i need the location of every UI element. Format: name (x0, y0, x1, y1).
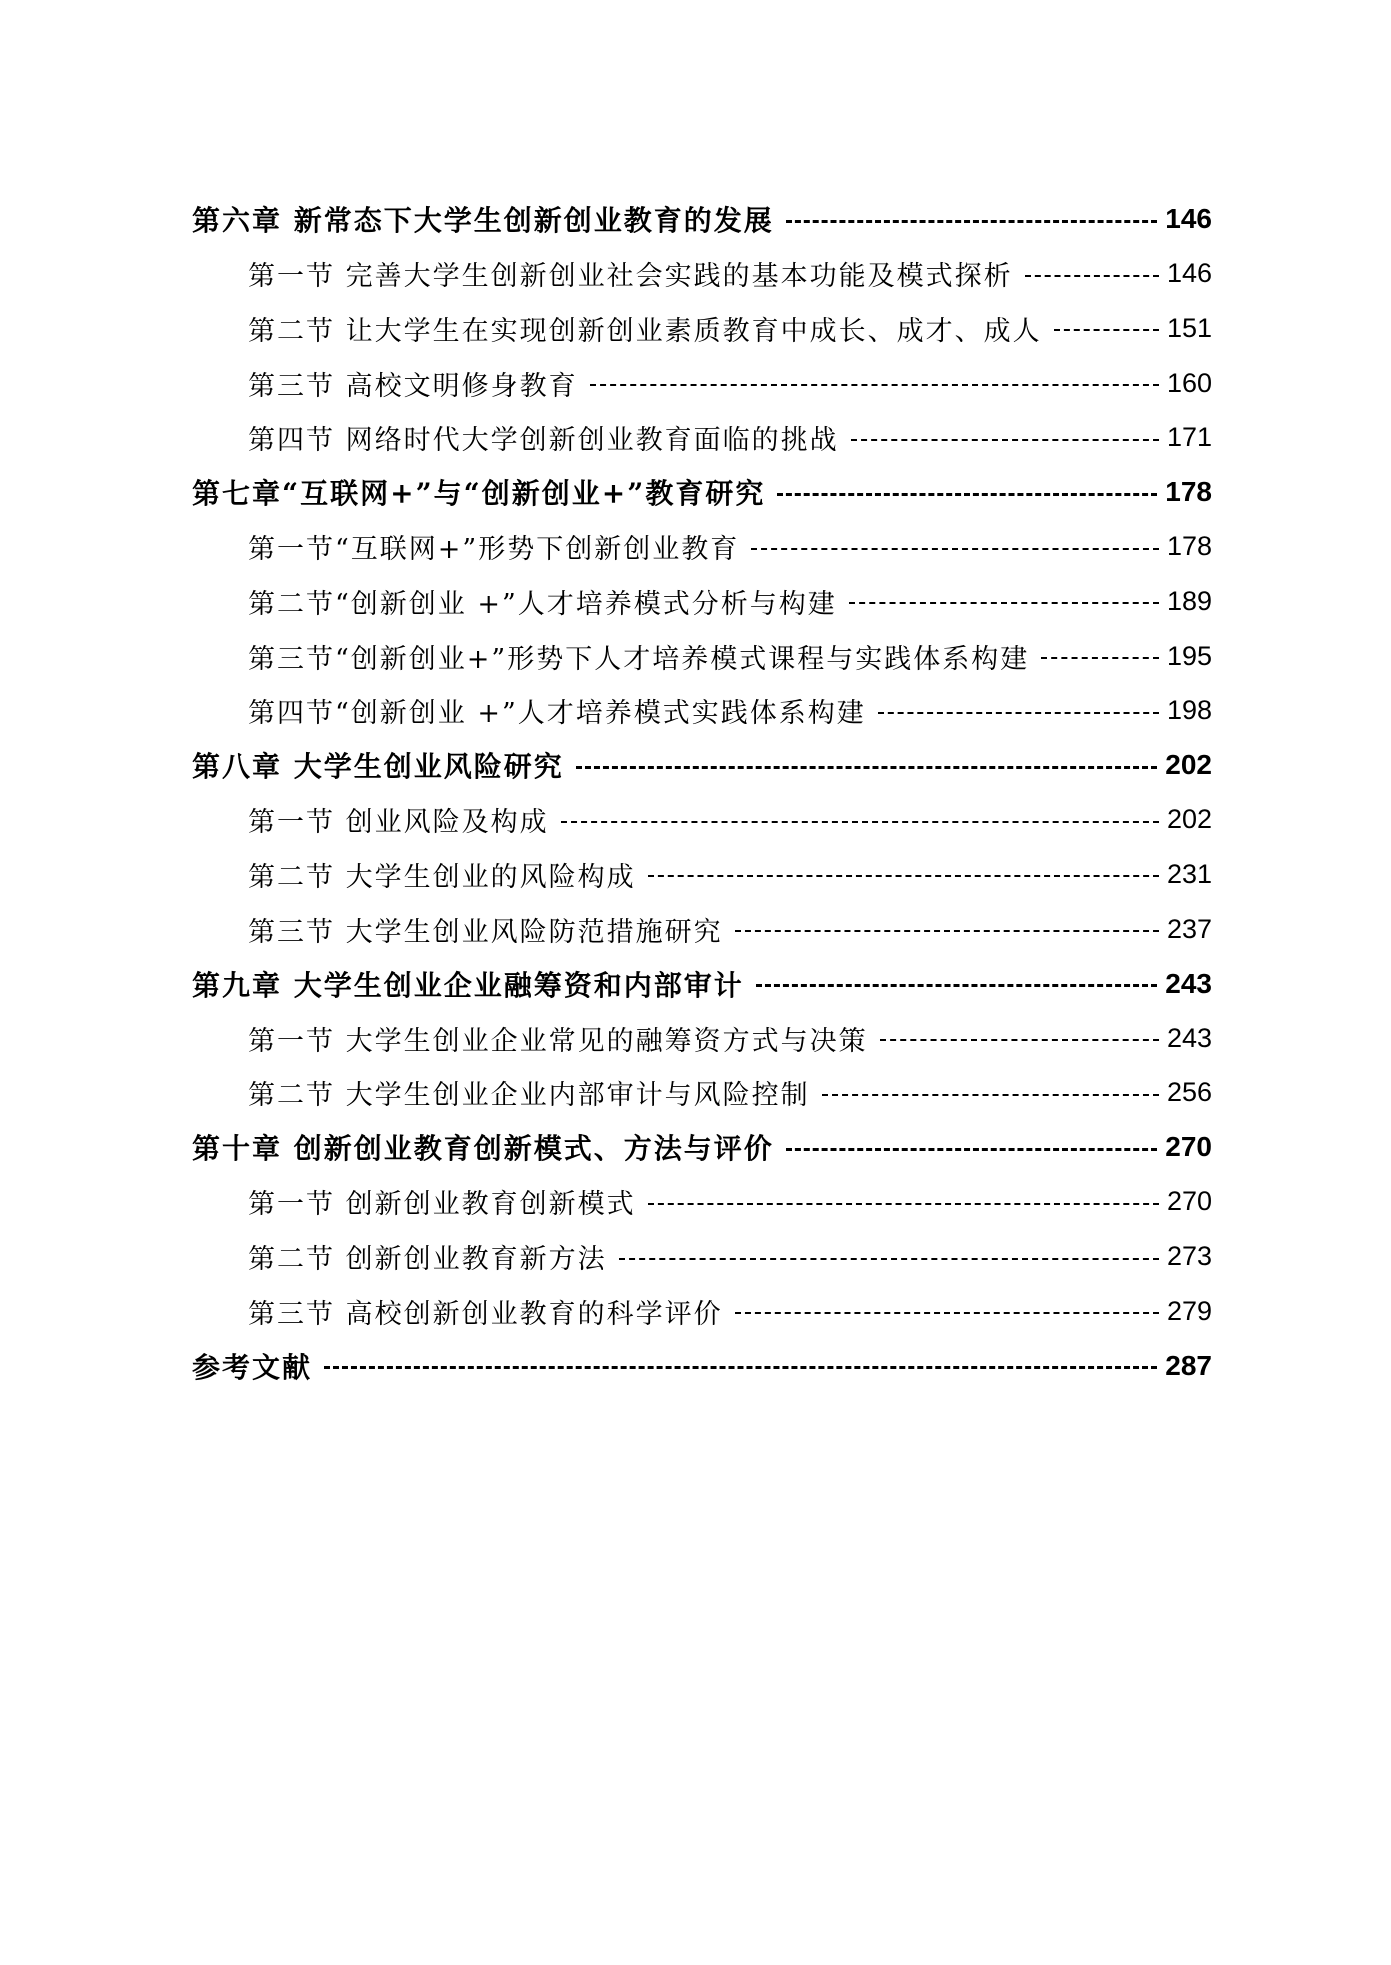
toc-page-number: 178 (1165, 476, 1212, 508)
toc-dash-leader (880, 1039, 1159, 1041)
toc-section-entry (192, 410, 1212, 465)
toc-entry-title: 第一节 大学生创业企业常见的融筹资方式与决策 (248, 1025, 868, 1057)
toc-section-entry (192, 902, 1212, 957)
toc-entry-title: 第二节 大学生创业的风险构成 (248, 861, 636, 893)
toc-dash-leader (590, 384, 1159, 386)
toc-page-number: 146 (1166, 258, 1212, 289)
toc-page-number: 202 (1165, 749, 1212, 781)
toc-section-entry (192, 847, 1212, 902)
toc-dash-leader (878, 712, 1159, 714)
toc-page-number: 189 (1166, 585, 1212, 616)
toc-dash-leader (851, 439, 1159, 441)
toc-entry-title: 第一节 完善大学生创新创业社会实践的基本功能及模式探析 (248, 261, 1013, 293)
toc-entry-title: 第三节“创新创业+”形势下人才培养模式课程与实践体系构建 (248, 643, 1030, 675)
toc-entry-title: 第三节 高校创新创业教育的科学评价 (248, 1298, 723, 1330)
table-of-contents (192, 192, 1212, 1393)
toc-chapter-entry (192, 956, 1212, 1011)
toc-page-number: 237 (1166, 913, 1212, 944)
toc-dash-leader (756, 984, 1158, 987)
toc-dash-leader (1054, 329, 1159, 331)
toc-dash-leader (735, 930, 1159, 932)
toc-page-number: 243 (1166, 1022, 1212, 1053)
toc-dash-leader (786, 1148, 1158, 1151)
toc-page-number: 146 (1165, 203, 1212, 235)
toc-page-number: 279 (1166, 1295, 1212, 1326)
toc-entry-title: 第七章“互联网+”与“创新创业+”教育研究 (192, 477, 766, 511)
toc-page-number: 151 (1166, 312, 1212, 343)
toc-dash-leader (619, 1258, 1159, 1260)
toc-section-entry (192, 683, 1212, 738)
toc-entry-title: 第八章 大学生创业风险研究 (192, 750, 564, 784)
toc-page-number: 160 (1166, 367, 1212, 398)
toc-entry-title: 第十章 创新创业教育创新模式、方法与评价 (192, 1132, 774, 1166)
toc-page-number: 202 (1166, 804, 1212, 835)
toc-section-entry (192, 1011, 1212, 1066)
toc-entry-title: 第二节 创新创业教育新方法 (248, 1244, 607, 1276)
toc-entry-title: 第一节“互联网+”形势下创新创业教育 (248, 534, 740, 566)
toc-dash-leader (751, 548, 1159, 550)
toc-section-entry (192, 356, 1212, 411)
toc-entry-title: 第四节 网络时代大学创新创业教育面临的挑战 (248, 425, 839, 457)
toc-page-number: 273 (1166, 1241, 1212, 1272)
toc-dash-leader (648, 1203, 1159, 1205)
toc-chapter-entry (192, 465, 1212, 520)
toc-dash-leader (576, 766, 1158, 769)
toc-dash-leader (822, 1094, 1159, 1096)
toc-section-entry (192, 1284, 1212, 1339)
toc-entry-title: 第六章 新常态下大学生创新创业教育的发展 (192, 204, 774, 238)
toc-entry-title: 第三节 大学生创业风险防范措施研究 (248, 916, 723, 948)
toc-entry-title: 第九章 大学生创业企业融筹资和内部审计 (192, 968, 744, 1002)
toc-section-entry (192, 1175, 1212, 1230)
toc-dash-leader (777, 493, 1157, 496)
toc-page-number: 171 (1166, 422, 1212, 453)
toc-entry-title: 第二节“创新创业 +”人才培养模式分析与构建 (248, 588, 837, 620)
toc-chapter-entry (192, 1120, 1212, 1175)
toc-entry-title: 第四节“创新创业 +”人才培养模式实践体系构建 (248, 698, 866, 730)
toc-page-number: 243 (1165, 967, 1212, 999)
toc-dash-leader (1041, 657, 1159, 659)
toc-section-entry (192, 301, 1212, 356)
toc-section-entry (192, 247, 1212, 302)
toc-page-number: 231 (1166, 858, 1212, 889)
toc-section-entry (192, 574, 1212, 629)
toc-chapter-entry (192, 1338, 1212, 1393)
toc-entry-title: 第一节 创业风险及构成 (248, 807, 549, 839)
toc-page-number: 287 (1165, 1349, 1212, 1381)
toc-entry-title: 参考文献 (192, 1350, 313, 1384)
toc-section-entry (192, 1229, 1212, 1284)
toc-page-number: 198 (1166, 695, 1212, 726)
toc-chapter-entry (192, 192, 1212, 247)
toc-dash-leader (1025, 275, 1159, 277)
toc-entry-title: 第二节 大学生创业企业内部审计与风险控制 (248, 1080, 810, 1112)
toc-section-entry (192, 793, 1212, 848)
toc-entry-title: 第三节 高校文明修身教育 (248, 370, 578, 402)
toc-page-number: 256 (1166, 1077, 1212, 1108)
toc-entry-title: 第一节 创新创业教育创新模式 (248, 1189, 636, 1221)
toc-section-entry (192, 1066, 1212, 1121)
toc-section-entry (192, 520, 1212, 575)
toc-dash-leader (561, 821, 1159, 823)
toc-dash-leader (324, 1366, 1157, 1369)
toc-page-number: 195 (1166, 640, 1212, 671)
toc-dash-leader (849, 602, 1159, 604)
toc-page-number: 178 (1166, 531, 1212, 562)
toc-dash-leader (786, 220, 1158, 223)
toc-dash-leader (648, 875, 1159, 877)
toc-page-number: 270 (1166, 1186, 1212, 1217)
toc-chapter-entry (192, 738, 1212, 793)
toc-page-number: 270 (1165, 1131, 1212, 1163)
toc-entry-title: 第二节 让大学生在实现创新创业素质教育中成长、成才、成人 (248, 315, 1042, 347)
toc-section-entry (192, 629, 1212, 684)
toc-dash-leader (735, 1312, 1159, 1314)
